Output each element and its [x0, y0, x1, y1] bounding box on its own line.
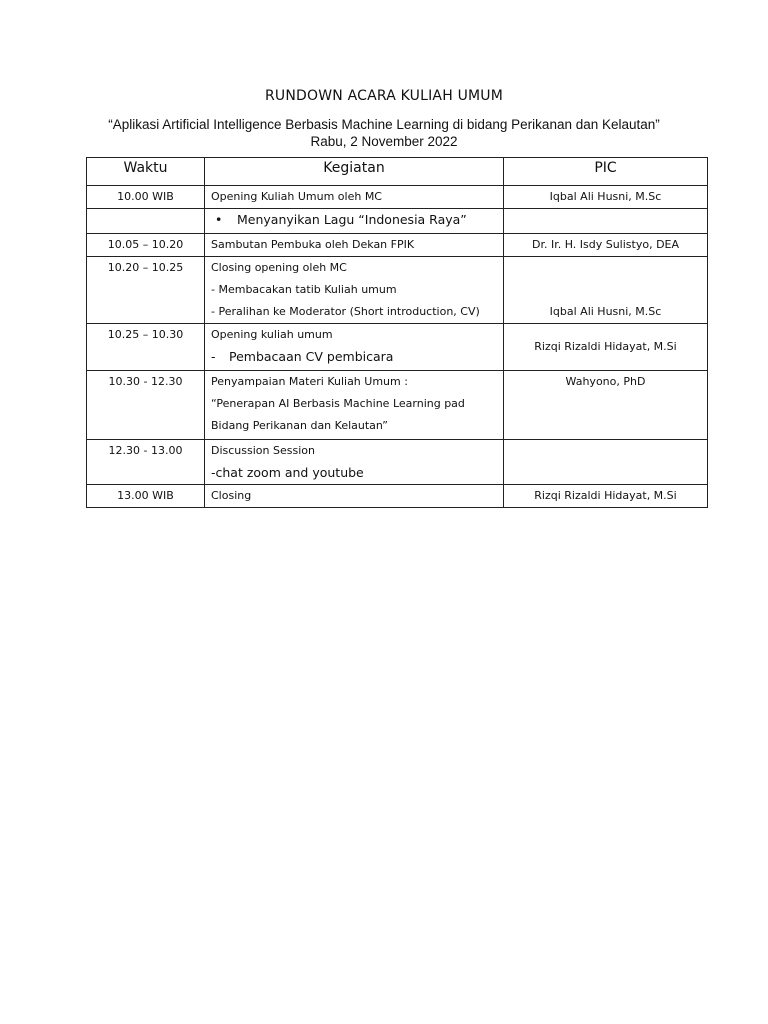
pic-cell: Iqbal Ali Husni, M.Sc — [504, 186, 708, 209]
pic-cell — [504, 440, 708, 485]
time-cell: 10.00 WIB — [87, 186, 205, 209]
activity-line: Opening Kuliah Umum oleh MC — [211, 190, 382, 203]
activity-line: Penyampaian Materi Kuliah Umum : — [211, 375, 408, 388]
activity-cell — [205, 371, 504, 440]
activity-cell — [205, 257, 504, 324]
activity-cell — [205, 440, 504, 485]
pic-cell — [504, 209, 708, 234]
time-cell: 10.25 – 10.30 — [87, 324, 205, 371]
subtitle-block — [0, 116, 768, 150]
activity-line: Menyanyikan Lagu “Indonesia Raya” — [237, 212, 467, 227]
table-row — [87, 371, 708, 440]
activity-cell — [205, 209, 504, 234]
time-cell: 10.30 - 12.30 — [87, 371, 205, 440]
rundown-table — [86, 157, 708, 508]
activity-line: Sambutan Pembuka oleh Dekan FPIK — [211, 238, 415, 251]
activity-cell — [205, 324, 504, 371]
activity-cell — [205, 234, 504, 257]
table-row — [87, 324, 708, 371]
page-title: RUNDOWN ACARA KULIAH UMUM — [264, 88, 504, 104]
sub-activity-item — [211, 346, 497, 368]
activity-cell — [205, 186, 504, 209]
table-row — [87, 257, 708, 324]
table-row — [87, 440, 708, 485]
pic-cell: Dr. Ir. H. Isdy Sulistyo, DEA — [504, 234, 708, 257]
header-kegiatan: Kegiatan — [205, 158, 504, 186]
table-header-row — [87, 158, 708, 186]
activity-line: - Membacakan tatib Kuliah umum — [211, 283, 397, 296]
time-cell: 10.05 – 10.20 — [87, 234, 205, 257]
activity-line: “Penerapan AI Berbasis Machine Learning pad — [211, 397, 465, 410]
activity-line: Discussion Session — [211, 444, 315, 457]
activity-line: Pembacaan CV pembicara — [229, 349, 394, 364]
table-row — [87, 186, 708, 209]
pic-cell: Rizqi Rizaldi Hidayat, M.Si — [504, 324, 708, 371]
activity-line: Closing — [211, 489, 252, 502]
bullet-icon: • — [215, 212, 223, 227]
header-pic: PIC — [504, 158, 708, 186]
header-waktu: Waktu — [87, 158, 205, 186]
time-cell: 12.30 - 13.00 — [87, 440, 205, 485]
event-theme: “Aplikasi Artificial Intelligence Berbasis Machine Learning di bidang Perikanan dan Kelautan” — [108, 117, 660, 132]
activity-line: - Peralihan ke Moderator (Short introduction, CV) — [211, 305, 480, 318]
event-date: Rabu, 2 November 2022 — [310, 134, 458, 149]
pic-cell: Iqbal Ali Husni, M.Sc — [504, 257, 708, 324]
activity-line: Bidang Perikanan dan Kelautan” — [211, 419, 388, 432]
pic-cell: Rizqi Rizaldi Hidayat, M.Si — [504, 485, 708, 508]
activity-line: Opening kuliah umum — [211, 328, 333, 341]
activity-cell — [205, 485, 504, 508]
activity-line: Closing opening oleh MC — [211, 261, 347, 274]
time-cell: 13.00 WIB — [87, 485, 205, 508]
dash-marker: - — [211, 349, 216, 364]
table-row — [87, 234, 708, 257]
time-cell — [87, 209, 205, 234]
activity-line: -chat zoom and youtube — [211, 465, 364, 480]
pic-cell: Wahyono, PhD — [504, 371, 708, 440]
time-cell: 10.20 – 10.25 — [87, 257, 205, 324]
table-row — [87, 209, 708, 234]
bullet-item — [211, 209, 497, 231]
table-row — [87, 485, 708, 508]
